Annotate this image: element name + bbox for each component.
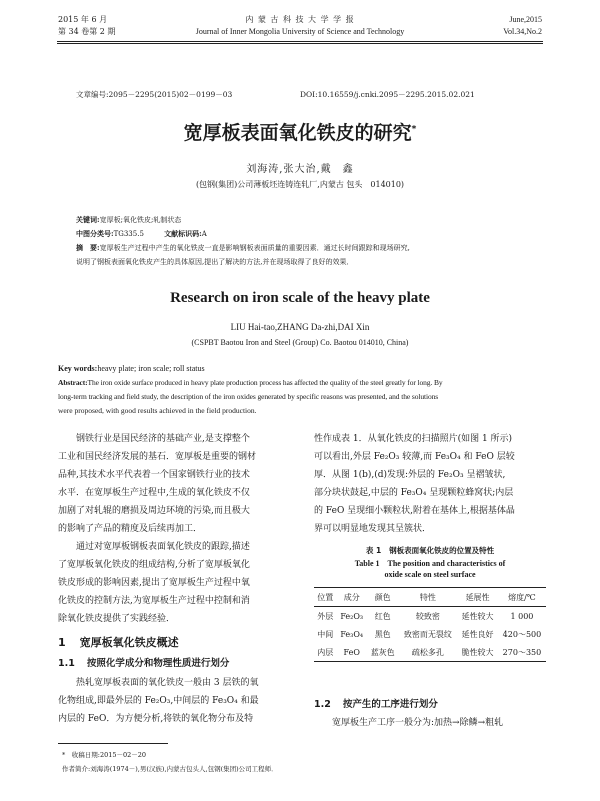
section-1-2-number: 1.2 (314, 699, 331, 710)
journal-name-cn: 内 蒙 古 科 技 大 学 学 报 (245, 15, 355, 24)
text-line: 厚．从图 1(b),(d)发现:外层的 Fe₂O₃ 呈褶皱状, (314, 470, 506, 480)
table-caption-en-2: oxide scale on steel surface (384, 570, 476, 579)
table-cell: 中间 (317, 629, 334, 639)
right-column (314, 430, 546, 538)
table-cell: 420～500 (502, 629, 542, 639)
text-line: 内层的 FeO．为方便分析,将铁的氧化物分布及特 (58, 714, 254, 724)
doc-code-value: A (201, 230, 207, 238)
table-cell: 蓝灰色 (367, 643, 399, 662)
section-1-heading (58, 632, 294, 654)
text-line: 钢铁行业是国民经济的基础产业,是支撑整个 (76, 434, 250, 444)
table-header-cell: 位置 (314, 588, 337, 607)
abstract-cn-text-1: 宽厚板生产过程中产生的氧化铁皮一直是影响钢板表面质量的重要因素．通过长时间跟踪和现场研究, (99, 244, 410, 252)
header-rule (57, 41, 543, 42)
text-line: 除氧化铁皮提供了实践经验． (58, 614, 176, 624)
text-line: 工业和国民经济发展的基石．宽厚板是重要的钢材 (58, 452, 257, 462)
table-header-cell: 延展性 (457, 588, 498, 607)
text-line: 热轧宽厚板表面的氧化铁皮一般由 3 层铁的氧 (76, 678, 259, 688)
intro-paragraph-2 (58, 538, 294, 628)
table-cell: Fe₃O₄ (340, 629, 364, 639)
section-1-1-paragraph (58, 674, 294, 728)
keywords-cn-label: 关键词: (76, 215, 100, 224)
table-header-cell: 熔度/℃ (498, 588, 546, 607)
title-en: Research on iron scale of the heavy plate (170, 290, 430, 306)
section-1-1-title: 按照化学成分和物理性质进行划分 (86, 658, 230, 669)
table-cell: 脆性较大 (457, 643, 498, 662)
table-row (314, 625, 546, 643)
keywords-en (58, 364, 205, 373)
results-paragraph (314, 430, 546, 538)
table-caption-en-1: Table 1 The position and characteristics of (354, 559, 506, 568)
abstract-en-line1 (58, 378, 443, 387)
abstract-en-line3: were proposed, with good results achieved in the field production. (58, 406, 257, 415)
footnote-rule (58, 743, 168, 744)
header-date-en: June,2015 (509, 15, 542, 24)
header-volume: 第 34 卷第 2 期 (58, 27, 116, 36)
abstract-cn-line1 (76, 243, 410, 253)
table-cell: 内层 (314, 643, 337, 662)
table-title-cn: 钢板表面氧化铁皮的位置及特性 (389, 546, 495, 555)
text-line: 的影响了产品的精度及后续再加工． (58, 524, 203, 534)
table-header-cell: 特性 (399, 588, 458, 607)
text-line: 界可以明显地发现其呈簇状． (314, 524, 432, 534)
text-line: 品种,其技术水平代表着一个国家钢铁行业的技术 (58, 470, 250, 480)
table-cell: 黑色 (374, 629, 391, 639)
table-header-cell: 颜色 (367, 588, 399, 607)
table-row (314, 607, 546, 626)
affiliation-cn: (包钢(集团)公司薄板坯连铸连轧厂,内蒙古 包头 014010) (195, 180, 405, 189)
text-line: 部分块状鼓起,中层的 Fe₃O₄ 呈现颗粒蜂窝状;内层 (314, 488, 514, 498)
section-1-2-heading (314, 696, 438, 710)
abstract-en-text-1: The iron oxide surface produced in heavy plate production process has affected the quality of the steel greatly for long. By (87, 378, 443, 387)
intro-paragraph-1 (58, 430, 294, 538)
abstract-en-label: Abstract: (58, 378, 88, 387)
table-header-row (314, 588, 546, 607)
table-cell: FeO (337, 643, 367, 662)
header-rule-2 (57, 43, 543, 44)
table-cell: 1 000 (510, 611, 534, 621)
section-1-2-title: 按产生的工序进行划分 (342, 699, 438, 710)
table-cell: 较致密 (415, 611, 440, 621)
clc-line (76, 229, 207, 239)
table-cell: 致密而无裂纹 (403, 629, 452, 639)
affiliation-en: (CSPBT Baotou Iron and Steel (Group) Co. Baotou 014010, China) (191, 338, 409, 347)
section-1-1-number: 1.1 (58, 658, 75, 669)
header-date: 2015 年 6 月 (58, 15, 108, 24)
table-cell: 延性较大 (461, 611, 494, 621)
section-1-2-paragraph: 宽厚板生产工序一般分为:加热→除鳞→粗轧 (332, 718, 504, 728)
text-line: 水平．在宽厚板生产过程中,生成的氧化铁皮不仅 (58, 488, 250, 498)
table-cell: 270～350 (498, 643, 546, 662)
abstract-cn-line2: 说明了钢板表面氧化铁皮产生的具体原因,提出了解决的方法,并在现场取得了良好的效果． (76, 258, 354, 266)
section-1-1-heading (58, 654, 294, 674)
table-number: 表 1 (365, 546, 382, 555)
page-title (0, 118, 600, 145)
keywords-en-text: heavy plate; iron scale; roll status (97, 364, 205, 373)
table-cell: 外层 (317, 611, 334, 621)
table-cell: 红色 (374, 611, 391, 621)
text-line: 化物组成,即最外层的 Fe₂O₃,中间层的 Fe₃O₄ 和最 (58, 696, 259, 706)
text-line: 铁皮形成的影响因素,提出了宽厚板生产过程中氧 (58, 578, 250, 588)
left-column (58, 430, 294, 728)
text-line: 了宽厚板氧化铁皮的组成结构,分析了宽厚板氧化 (58, 560, 250, 570)
doc-code-label: 文献标识码: (164, 229, 202, 238)
text-line: 性作成表 1．从氧化铁皮的扫描照片(如图 1 所示) (314, 434, 513, 444)
text-line: 的 FeO 呈现细小颗粒状,附着在基体上,根据基体晶 (314, 506, 515, 516)
footnote-author: 作者简介:刘海涛(1974－),男(汉族),内蒙古包头人,包钢(集团)公司工程师． (62, 765, 278, 773)
authors-en: LIU Hai-tao,ZHANG Da-zhi,DAI Xin (230, 322, 370, 332)
keywords-cn-text: 宽厚板;氧化铁皮;轧制状态 (99, 216, 182, 224)
text-line: 化铁皮的控制方法,为宽厚板生产过程中控制和消 (58, 596, 250, 606)
abstract-cn-label: 摘 要: (76, 243, 100, 252)
section-1-number: 1 (58, 636, 66, 649)
table-cell: 疏松多孔 (399, 643, 458, 662)
text-line: 通过对宽厚板钢板表面氧化铁皮的跟踪,描述 (76, 542, 250, 552)
text-line: 可以看出,外层 Fe₂O₃ 较薄,而 Fe₃O₄ 和 FeO 层较 (314, 452, 515, 462)
journal-name-en: Journal of Inner Mongolia University of Science and Technology (195, 27, 405, 36)
keywords-en-label: Key words: (58, 364, 98, 373)
authors-cn: 刘海涛,张大治,戴 鑫 (246, 164, 354, 175)
clc-value: TG335.5 (113, 230, 144, 238)
clc-label: 中图分类号: (76, 229, 114, 238)
table-row (314, 643, 546, 662)
keywords-cn (76, 215, 181, 225)
header-volume-en: Vol.34,No.2 (503, 27, 542, 36)
doi: DOI:10.16559/j.cnki.2095－2295.2015.02.021 (300, 90, 475, 99)
table-caption-cn (314, 545, 546, 556)
table-header-cell: 成分 (337, 588, 367, 607)
abstract-en-line2: long-term tracking and field study, the description of the iron oxides generated by specific reasons was presented, and the solutions (58, 392, 439, 401)
footnote-received: * 收稿日期:2015－02－20 (62, 751, 147, 759)
table-cell: 延性良好 (461, 629, 494, 639)
title-footnote-mark: * (411, 124, 417, 135)
results-table (314, 587, 546, 662)
section-1-title: 宽厚板氧化铁皮概述 (79, 636, 179, 649)
table-cell: Fe₂O₃ (340, 611, 364, 621)
title-cn: 宽厚板表面氧化铁皮的研究 (183, 122, 412, 144)
text-line: 加剧了对轧辊的磨损及周边环境的污染,而且极大 (58, 506, 250, 516)
article-number: 文章编号:2095－2295(2015)02－0199－03 (76, 90, 233, 99)
